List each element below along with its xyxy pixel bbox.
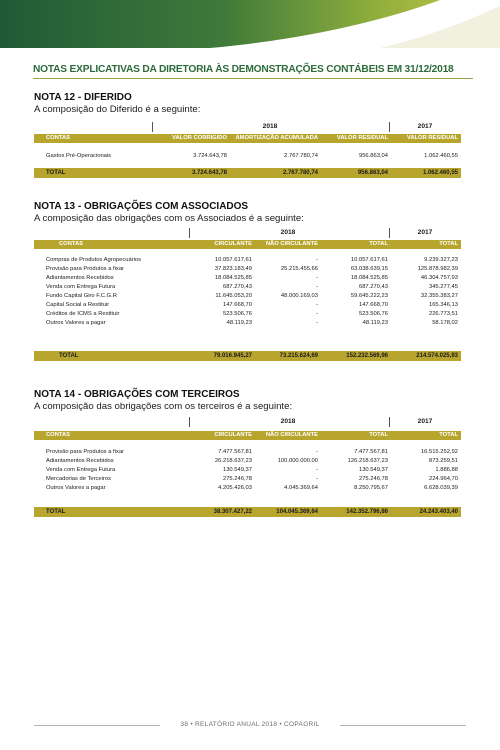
col-total: TOTAL <box>369 241 388 247</box>
note12-year-row <box>34 121 461 133</box>
note13-total-row: TOTAL 79.016.945,27 73.215.624,69 152.232.569,96 214.574.025,93 <box>34 351 461 361</box>
table-row: Fundo Capital Giro F.C.G.R 11.645.053,20 48.000.169,03 59.645.222,23 32.355.383,27 <box>46 293 458 299</box>
col-circulante: CIRCULANTE <box>214 241 252 247</box>
table-row: Outros Valores a pagar 48.119,23 - 48.119,23 58.178,02 <box>46 320 458 326</box>
col-contas: CONTAS <box>46 135 71 141</box>
col-nao-circulante: NÃO CIRCULANTE <box>265 432 318 438</box>
col-amortizacao: AMORTIZAÇÃO ACUMULADA <box>235 135 318 141</box>
note14-table-header <box>34 431 461 440</box>
note12-table-header <box>34 134 461 143</box>
header-decoration <box>0 0 500 48</box>
table-row: Mercadorias de Terceiros 275.246,78 - 275.246,78 224.964,70 <box>46 476 458 482</box>
note14-rows <box>34 448 461 493</box>
note12-year-current: 2018 <box>262 123 278 130</box>
page-footer: 38 • RELATÓRIO ANUAL 2018 • COPAGRIL <box>180 721 320 728</box>
table-row: Provisão para Produtos a fixar 7.477.567,81 - 7.477.567,81 16.515.252,92 <box>46 449 458 455</box>
table-row: Compras de Produtos Agropecuários 10.057.617,61 - 10.057.617,61 9.239.327,23 <box>46 257 458 263</box>
col-circulante: CIRCULANTE <box>214 432 252 438</box>
col-valor-residual: VALOR RESIDUAL <box>336 135 388 141</box>
note14-year-current: 2018 <box>280 418 296 425</box>
note13-heading: NOTA 13 - OBRIGAÇÕES COM ASSOCIADOS <box>34 201 249 212</box>
table-row: Venda com Entrega Futura 687.270,43 - 687.270,43 345.277,45 <box>46 284 458 290</box>
note12-year-previous: 2017 <box>417 123 433 130</box>
col-total: TOTAL <box>369 432 388 438</box>
note13-year-current: 2018 <box>280 229 296 236</box>
col-contas: CONTAS <box>46 432 71 438</box>
table-row: Adiantamentos Recebidos 26.218.637,23 100.000.000,00 126.218.637,23 873.259,51 <box>46 458 458 464</box>
table-row: Créditos de ICMS a Restituir 523.506,76 - 523.506,76 226.773,51 <box>46 311 458 317</box>
note14-heading: NOTA 14 - OBRIGAÇÕES COM TERCEIROS <box>34 389 240 400</box>
col-total-prev: TOTAL <box>439 241 458 247</box>
table-row: Gastos Pré-Operacionais 3.724.643,78 2.767.780,74 956.863,04 1.062.460,55 <box>46 153 458 159</box>
col-total-prev: TOTAL <box>439 432 458 438</box>
col-nao-circulante: NÃO CIRCULANTE <box>265 241 318 247</box>
table-row: Adiantamentos Recebidos 18.084.525,85 - 18.084.525,85 46.304.757,93 <box>46 275 458 281</box>
table-row: Capital Social a Restituir 147.668,70 - 147.668,70 165.346,13 <box>46 302 458 308</box>
note12-total-row: TOTAL 3.724.643,78 2.767.780,74 956.863,04 1.062.460,55 <box>34 168 461 178</box>
col-valor-corrigido: VALOR CORRIGIDO <box>172 135 227 141</box>
note13-rows <box>34 256 461 328</box>
note14-year-row <box>34 416 461 428</box>
table-row: Venda com Entrega Futura 130.549,37 - 130.549,37 1.886,88 <box>46 467 458 473</box>
table-row: Outros Valores a pagar 4.205.426,03 4.045.369,64 8.250.795,67 6.628.039,39 <box>46 485 458 491</box>
page-title: NOTAS EXPLICATIVAS DA DIRETORIA ÀS DEMONSTRAÇÕES CONTÁBEIS EM 31/12/2018 <box>33 64 454 75</box>
table-row: Provisão para Produtos a fixar 37.823.183,49 25.215.455,66 63.038.639,15 125.878.982,39 <box>46 266 458 272</box>
note13-table-header <box>34 240 461 249</box>
note14-year-previous: 2017 <box>417 418 433 425</box>
col-valor-residual-prev: VALOR RESIDUAL <box>406 135 458 141</box>
note12-heading: NOTA 12 - DIFERIDO <box>34 92 132 103</box>
col-contas: CONTAS <box>59 241 84 247</box>
note14-intro: A composição das obrigações com os terceiros é a seguinte: <box>34 401 293 412</box>
note12-rows <box>34 152 461 161</box>
note13-year-row <box>34 227 461 239</box>
note13-year-previous: 2017 <box>417 229 433 236</box>
note13-intro: A composição das obrigações com os Associados é a seguinte: <box>34 213 304 224</box>
note12-intro: A composição do Diferido é a seguinte: <box>34 104 201 115</box>
title-divider <box>33 78 473 79</box>
note14-total-row: TOTAL 38.307.427,22 104.045.369,64 142.352.796,86 24.243.403,40 <box>34 507 461 517</box>
